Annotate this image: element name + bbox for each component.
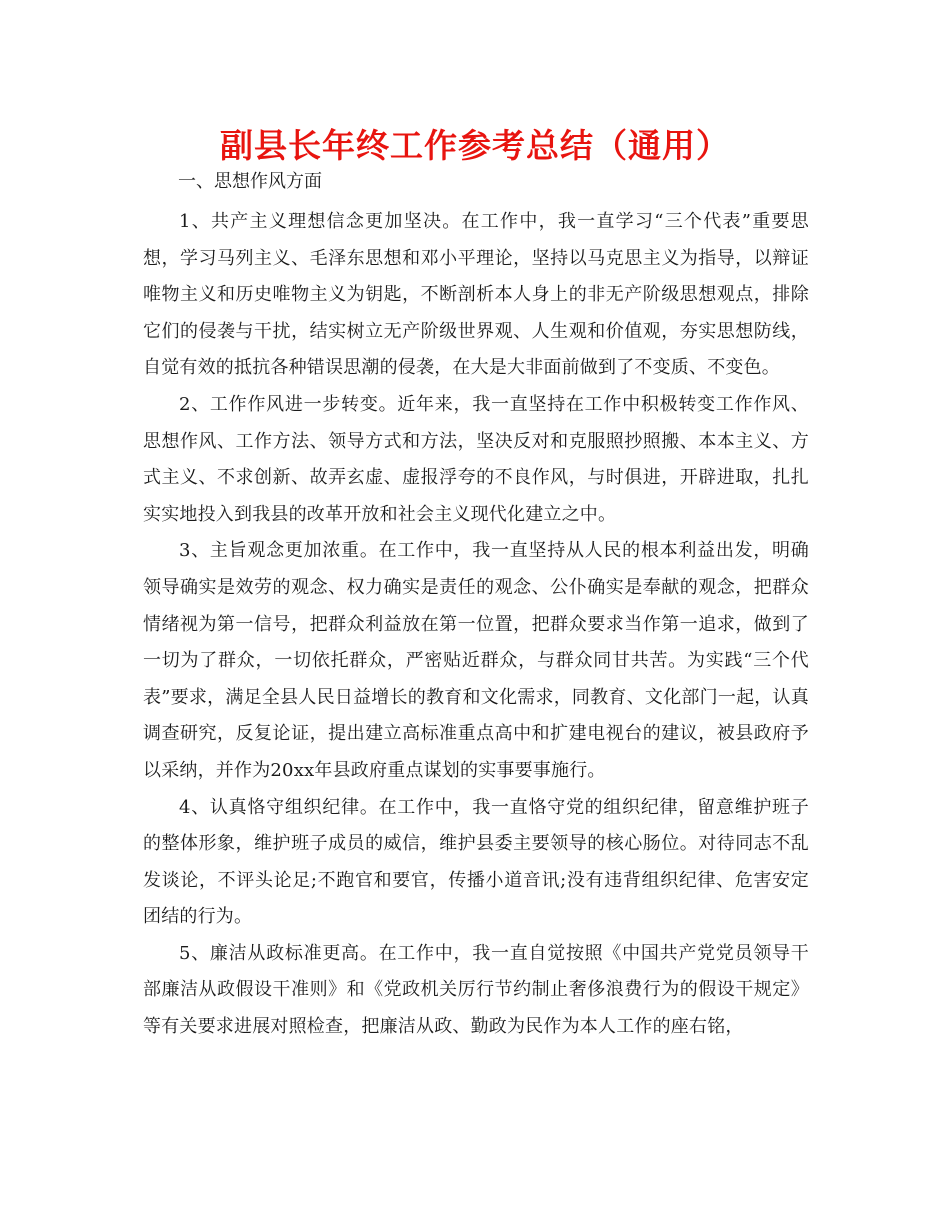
paragraph-5: 5、廉洁从政标准更高。在工作中，我一直自觉按照《中国共产党党员领导干部廉洁从政假设干准则》和《党政机关厉行节约制止奢侈浪费行为的假设干规定》等有关要求进展对照检查，把廉洁从政、勤政为民作为本人工作的座右铭， bbox=[143, 942, 809, 1038]
paragraph-4: 4、认真恪守组织纪律。在工作中，我一直恪守党的组织纪律，留意维护班子的整体形象，维护班子成员的威信，维护县委主要领导的核心肠位。对待同志不乱发谈论，不评头论足;不跑官和要官，传播小道音讯;没有违背组织纪律、危害安定团结的行为。 bbox=[143, 796, 809, 928]
document-body bbox=[143, 204, 809, 1046]
section-heading: 一、思想作风方面 bbox=[178, 171, 322, 192]
document-title: 副县长年终工作参考总结（通用） bbox=[220, 126, 730, 165]
paragraph-3: 3、主旨观念更加浓重。在工作中，我一直坚持从人民的根本利益出发，明确领导确实是效劳的观念、权力确实是责任的观念、公仆确实是奉献的观念，把群众情绪视为第一信号，把群众利益放在第一位置，把群众要求当作第一追求，做到了一切为了群众，一切依托群众，严密贴近群众，与群众同甘共苦。为实践“三个代表”要求，满足全县人民日益增长的教育和文化需求，同教育、文化部门一起，认真调查研究，反复论证，提出建立高标准重点高中和扩建电视台的建议，被县政府予以采纳，并作为20xx年县政府重点谋划的实事要事施行。 bbox=[143, 540, 809, 781]
paragraph-2: 2、工作作风进一步转变。近年来，我一直坚持在工作中积极转变工作作风、思想作风、工作方法、领导方式和方法，坚决反对和克服照抄照搬、本本主义、方式主义、不求创新、故弄玄虚、虚报浮夸的不良作风，与时俱进，开辟进取，扎扎实实地投入到我县的改革开放和社会主义现代化建立之中。 bbox=[143, 393, 809, 525]
paragraph-1: 1、共产主义理想信念更加坚决。在工作中，我一直学习“三个代表”重要思想，学习马列主义、毛泽东思想和邓小平理论，坚持以马克思主义为指导，以辩证唯物主义和历史唯物主义为钥匙，不断剖析本人身上的非无产阶级思想观点，排除它们的侵袭与干扰，结实树立无产阶级世界观、人生观和价值观，夯实思想防线，自觉有效的抵抗各种错误思潮的侵袭，在大是大非面前做到了不变质、不变色。 bbox=[143, 211, 809, 379]
